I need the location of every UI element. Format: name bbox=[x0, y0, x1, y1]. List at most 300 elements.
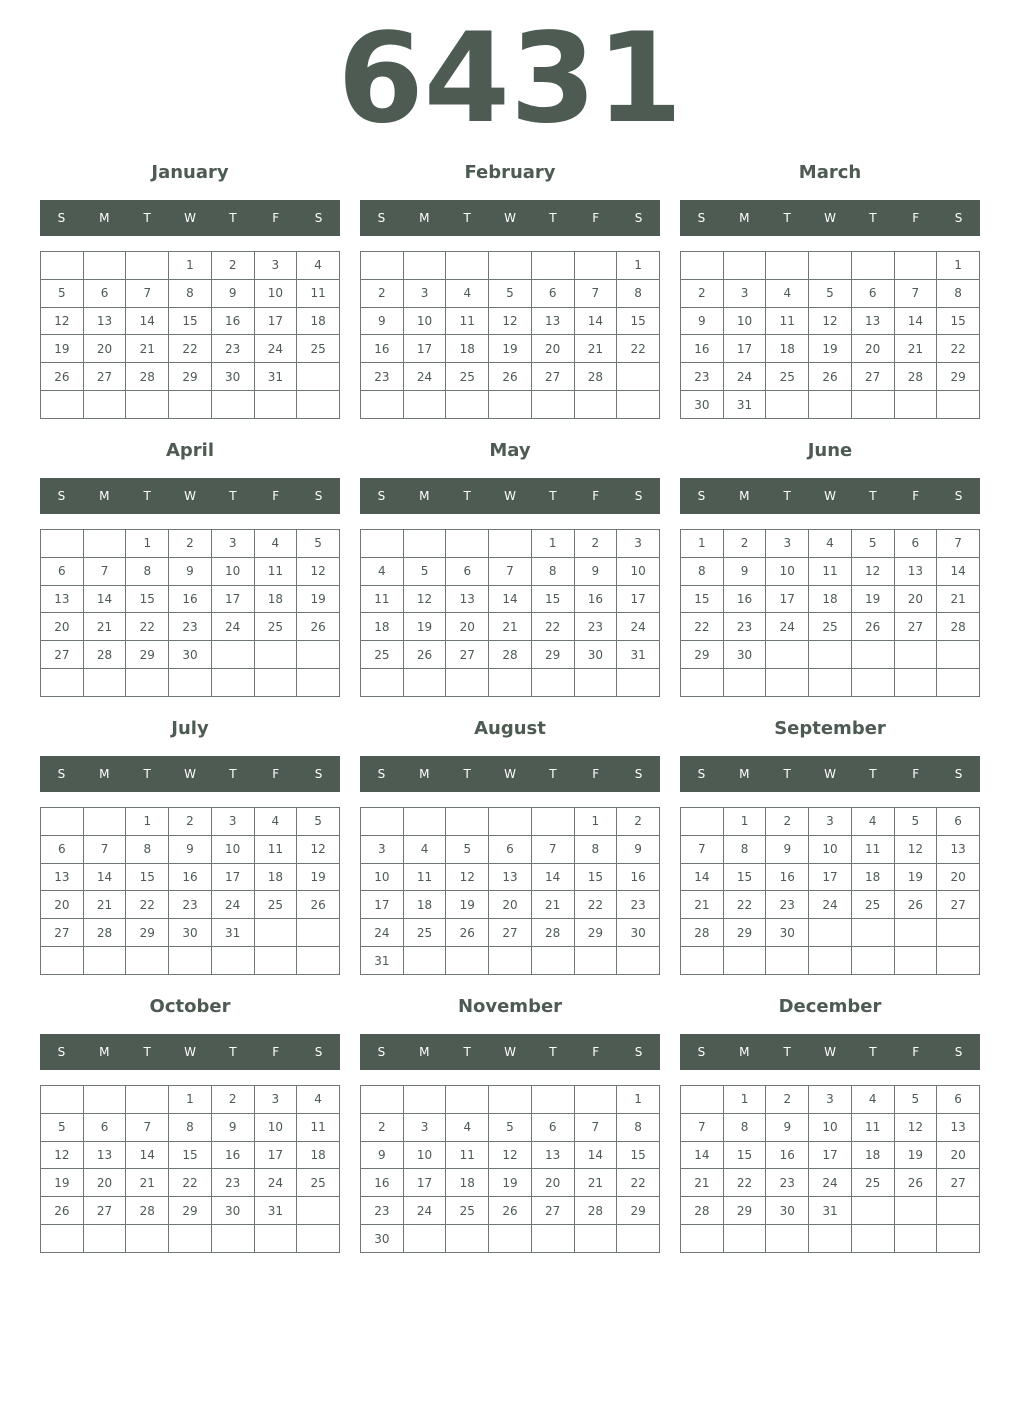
day-cell bbox=[574, 1086, 617, 1114]
day-cell bbox=[403, 1086, 446, 1114]
weekday-label: S bbox=[314, 1045, 323, 1059]
day-cell: 20 bbox=[446, 613, 489, 641]
day-cell: 14 bbox=[574, 1141, 617, 1169]
week-row bbox=[681, 1113, 980, 1141]
day-cell: 12 bbox=[809, 307, 852, 335]
week-row bbox=[41, 613, 340, 641]
day-cell: 26 bbox=[297, 613, 340, 641]
day-cell: 28 bbox=[126, 363, 169, 391]
day-cell: 12 bbox=[446, 863, 489, 891]
day-cell: 25 bbox=[446, 1197, 489, 1225]
day-grid bbox=[680, 1085, 980, 1253]
weekday-label: T bbox=[549, 1045, 557, 1059]
weekday-label: F bbox=[592, 767, 600, 781]
weekday-label: T bbox=[229, 767, 237, 781]
day-cell: 25 bbox=[446, 363, 489, 391]
day-cell: 30 bbox=[211, 363, 254, 391]
day-cell bbox=[489, 808, 532, 836]
day-cell: 20 bbox=[83, 1169, 126, 1197]
day-cell: 19 bbox=[894, 1141, 937, 1169]
day-cell: 22 bbox=[617, 335, 660, 363]
weekday-label: W bbox=[504, 211, 516, 225]
day-cell: 2 bbox=[681, 279, 724, 307]
week-row bbox=[41, 1086, 340, 1114]
day-cell bbox=[574, 1225, 617, 1253]
day-cell: 29 bbox=[723, 919, 766, 947]
day-cell: 6 bbox=[83, 1113, 126, 1141]
day-cell: 13 bbox=[41, 863, 84, 891]
day-cell bbox=[446, 530, 489, 558]
day-cell: 9 bbox=[723, 557, 766, 585]
day-cell: 21 bbox=[574, 1169, 617, 1197]
day-cell: 18 bbox=[254, 585, 297, 613]
weekday-label: T bbox=[463, 211, 471, 225]
day-cell: 25 bbox=[851, 891, 894, 919]
weekday-label: W bbox=[824, 489, 836, 503]
day-cell: 11 bbox=[851, 1113, 894, 1141]
week-row bbox=[361, 1086, 660, 1114]
weekday-label: S bbox=[377, 767, 386, 781]
day-cell: 11 bbox=[361, 585, 404, 613]
weekday-label: T bbox=[463, 489, 471, 503]
day-cell: 8 bbox=[937, 279, 980, 307]
weekday-label: S bbox=[634, 211, 643, 225]
day-cell: 9 bbox=[211, 279, 254, 307]
day-cell bbox=[41, 1225, 84, 1253]
day-cell: 12 bbox=[297, 557, 340, 585]
day-cell: 13 bbox=[937, 1113, 980, 1141]
day-cell: 30 bbox=[169, 919, 212, 947]
day-cell bbox=[83, 1086, 126, 1114]
day-cell: 19 bbox=[809, 335, 852, 363]
day-cell bbox=[254, 947, 297, 975]
weekday-header bbox=[40, 1034, 340, 1070]
day-cell: 26 bbox=[446, 919, 489, 947]
day-cell: 18 bbox=[361, 613, 404, 641]
month-name: February bbox=[464, 162, 556, 183]
day-cell: 2 bbox=[723, 530, 766, 558]
day-cell bbox=[851, 919, 894, 947]
day-cell: 4 bbox=[297, 252, 340, 280]
day-cell: 19 bbox=[489, 1169, 532, 1197]
weekday-label: T bbox=[463, 1045, 471, 1059]
weekday-label: W bbox=[184, 767, 196, 781]
day-cell bbox=[446, 1225, 489, 1253]
day-cell: 10 bbox=[617, 557, 660, 585]
weekday-header bbox=[360, 756, 660, 792]
weekday-label: S bbox=[377, 1045, 386, 1059]
day-cell: 22 bbox=[617, 1169, 660, 1197]
day-cell bbox=[489, 530, 532, 558]
week-row bbox=[41, 1169, 340, 1197]
day-cell: 28 bbox=[126, 1197, 169, 1225]
day-cell: 30 bbox=[169, 641, 212, 669]
day-cell bbox=[937, 1197, 980, 1225]
weekday-header bbox=[360, 478, 660, 514]
week-row bbox=[361, 279, 660, 307]
day-cell: 19 bbox=[297, 585, 340, 613]
day-cell: 29 bbox=[126, 641, 169, 669]
day-cell bbox=[617, 947, 660, 975]
day-cell: 9 bbox=[766, 1113, 809, 1141]
weekday-label: S bbox=[954, 489, 963, 503]
weekday-label: M bbox=[419, 211, 430, 225]
day-cell bbox=[403, 252, 446, 280]
day-cell: 23 bbox=[766, 1169, 809, 1197]
day-cell: 4 bbox=[361, 557, 404, 585]
day-cell bbox=[211, 669, 254, 697]
day-cell: 29 bbox=[574, 919, 617, 947]
day-cell: 24 bbox=[809, 1169, 852, 1197]
weekday-label: M bbox=[419, 767, 430, 781]
weekday-label: W bbox=[824, 767, 836, 781]
month-name: July bbox=[171, 718, 209, 739]
weekday-label: T bbox=[783, 211, 791, 225]
week-row bbox=[361, 863, 660, 891]
weekday-label: F bbox=[592, 1045, 600, 1059]
day-cell: 3 bbox=[809, 808, 852, 836]
day-cell: 4 bbox=[446, 279, 489, 307]
day-cell: 7 bbox=[83, 835, 126, 863]
week-row bbox=[361, 363, 660, 391]
day-cell: 2 bbox=[169, 530, 212, 558]
day-cell bbox=[617, 363, 660, 391]
day-cell: 5 bbox=[489, 1113, 532, 1141]
month-september bbox=[680, 712, 980, 982]
week-row bbox=[681, 335, 980, 363]
day-cell: 17 bbox=[809, 1141, 852, 1169]
month-name: June bbox=[807, 440, 853, 461]
day-cell: 5 bbox=[809, 279, 852, 307]
week-row bbox=[41, 530, 340, 558]
week-row bbox=[681, 585, 980, 613]
day-cell bbox=[169, 669, 212, 697]
day-cell: 15 bbox=[937, 307, 980, 335]
day-cell: 6 bbox=[531, 279, 574, 307]
day-cell: 31 bbox=[361, 947, 404, 975]
month-august bbox=[360, 712, 660, 982]
month-name: April bbox=[165, 440, 215, 461]
day-cell: 27 bbox=[446, 641, 489, 669]
day-cell: 7 bbox=[126, 279, 169, 307]
day-cell: 24 bbox=[254, 335, 297, 363]
day-cell: 14 bbox=[83, 863, 126, 891]
day-cell: 8 bbox=[617, 1113, 660, 1141]
day-cell bbox=[851, 1225, 894, 1253]
weekday-label: T bbox=[229, 489, 237, 503]
day-cell bbox=[126, 391, 169, 419]
day-cell: 30 bbox=[211, 1197, 254, 1225]
day-cell bbox=[254, 919, 297, 947]
day-cell bbox=[894, 919, 937, 947]
year-title: 6431 bbox=[337, 7, 683, 151]
day-cell: 17 bbox=[254, 1141, 297, 1169]
day-cell: 23 bbox=[169, 613, 212, 641]
weekday-label: T bbox=[869, 767, 877, 781]
day-cell: 20 bbox=[531, 335, 574, 363]
day-cell: 10 bbox=[254, 279, 297, 307]
day-cell: 21 bbox=[531, 891, 574, 919]
weekday-label: W bbox=[504, 1045, 516, 1059]
day-cell: 17 bbox=[211, 863, 254, 891]
week-row bbox=[41, 557, 340, 585]
day-cell bbox=[766, 641, 809, 669]
day-cell: 17 bbox=[723, 335, 766, 363]
weekday-label: S bbox=[634, 1045, 643, 1059]
weekday-label: T bbox=[549, 767, 557, 781]
day-cell: 4 bbox=[297, 1086, 340, 1114]
weekday-label: S bbox=[377, 489, 386, 503]
day-cell bbox=[297, 641, 340, 669]
day-cell: 19 bbox=[446, 891, 489, 919]
day-cell: 9 bbox=[681, 307, 724, 335]
day-cell: 13 bbox=[83, 1141, 126, 1169]
day-cell: 31 bbox=[617, 641, 660, 669]
day-cell: 17 bbox=[403, 1169, 446, 1197]
day-cell bbox=[41, 530, 84, 558]
day-cell: 3 bbox=[617, 530, 660, 558]
weekday-label: W bbox=[504, 489, 516, 503]
day-cell bbox=[894, 1197, 937, 1225]
day-cell: 30 bbox=[361, 1225, 404, 1253]
day-cell: 18 bbox=[297, 307, 340, 335]
weekday-label: M bbox=[99, 767, 110, 781]
day-cell: 18 bbox=[809, 585, 852, 613]
day-cell: 31 bbox=[254, 363, 297, 391]
day-cell: 8 bbox=[723, 835, 766, 863]
day-cell bbox=[617, 391, 660, 419]
day-cell bbox=[937, 641, 980, 669]
week-row bbox=[41, 1113, 340, 1141]
day-cell: 15 bbox=[723, 1141, 766, 1169]
week-row bbox=[361, 613, 660, 641]
day-cell: 9 bbox=[766, 835, 809, 863]
day-cell: 2 bbox=[169, 808, 212, 836]
day-cell: 25 bbox=[297, 335, 340, 363]
month-name: October bbox=[149, 996, 231, 1017]
day-cell bbox=[41, 669, 84, 697]
weekday-label: T bbox=[869, 489, 877, 503]
day-cell: 29 bbox=[169, 1197, 212, 1225]
day-cell bbox=[446, 947, 489, 975]
day-cell: 16 bbox=[681, 335, 724, 363]
weekday-header bbox=[40, 478, 340, 514]
day-cell: 18 bbox=[851, 1141, 894, 1169]
day-cell: 30 bbox=[766, 1197, 809, 1225]
day-cell bbox=[617, 1225, 660, 1253]
day-cell: 8 bbox=[531, 557, 574, 585]
day-cell bbox=[574, 391, 617, 419]
day-cell bbox=[766, 391, 809, 419]
day-cell bbox=[41, 391, 84, 419]
day-cell: 25 bbox=[254, 613, 297, 641]
day-cell bbox=[766, 947, 809, 975]
week-row bbox=[41, 279, 340, 307]
day-cell: 7 bbox=[681, 1113, 724, 1141]
day-cell bbox=[489, 947, 532, 975]
day-cell: 11 bbox=[254, 557, 297, 585]
day-cell: 5 bbox=[894, 1086, 937, 1114]
day-cell: 8 bbox=[169, 1113, 212, 1141]
day-cell bbox=[489, 1225, 532, 1253]
day-cell: 22 bbox=[126, 891, 169, 919]
day-cell: 26 bbox=[894, 891, 937, 919]
day-cell bbox=[809, 391, 852, 419]
weekday-header bbox=[360, 200, 660, 236]
day-cell: 22 bbox=[723, 1169, 766, 1197]
day-cell: 3 bbox=[211, 808, 254, 836]
day-cell bbox=[211, 947, 254, 975]
day-cell: 9 bbox=[574, 557, 617, 585]
day-cell: 14 bbox=[681, 863, 724, 891]
day-cell: 31 bbox=[809, 1197, 852, 1225]
day-cell: 20 bbox=[41, 891, 84, 919]
day-grid bbox=[40, 529, 340, 697]
day-cell: 8 bbox=[681, 557, 724, 585]
week-row bbox=[361, 1113, 660, 1141]
weekday-label: T bbox=[143, 211, 151, 225]
weekday-label: T bbox=[783, 1045, 791, 1059]
day-cell: 7 bbox=[681, 835, 724, 863]
day-cell: 7 bbox=[937, 530, 980, 558]
day-cell bbox=[169, 947, 212, 975]
weekday-label: S bbox=[697, 767, 706, 781]
day-cell: 25 bbox=[809, 613, 852, 641]
day-cell: 4 bbox=[851, 808, 894, 836]
day-cell: 18 bbox=[446, 1169, 489, 1197]
day-cell: 3 bbox=[809, 1086, 852, 1114]
month-name: September bbox=[774, 718, 886, 739]
week-row bbox=[681, 863, 980, 891]
day-cell bbox=[531, 669, 574, 697]
day-cell: 30 bbox=[723, 641, 766, 669]
day-cell: 31 bbox=[254, 1197, 297, 1225]
week-row bbox=[681, 391, 980, 419]
day-cell: 10 bbox=[211, 557, 254, 585]
day-cell: 26 bbox=[297, 891, 340, 919]
month-february bbox=[360, 156, 660, 426]
day-cell: 6 bbox=[83, 279, 126, 307]
day-cell: 27 bbox=[937, 891, 980, 919]
day-cell: 14 bbox=[83, 585, 126, 613]
day-cell bbox=[681, 947, 724, 975]
month-name: November bbox=[457, 996, 563, 1017]
day-cell: 7 bbox=[489, 557, 532, 585]
day-cell: 12 bbox=[894, 835, 937, 863]
day-cell: 8 bbox=[126, 557, 169, 585]
day-cell: 23 bbox=[211, 1169, 254, 1197]
month-december bbox=[680, 990, 980, 1260]
day-cell: 29 bbox=[681, 641, 724, 669]
day-cell: 15 bbox=[169, 307, 212, 335]
day-cell bbox=[723, 1225, 766, 1253]
day-cell: 17 bbox=[211, 585, 254, 613]
day-cell: 28 bbox=[681, 919, 724, 947]
day-cell bbox=[403, 1225, 446, 1253]
day-cell bbox=[41, 947, 84, 975]
day-cell: 4 bbox=[766, 279, 809, 307]
day-cell: 7 bbox=[574, 1113, 617, 1141]
day-cell: 17 bbox=[361, 891, 404, 919]
day-cell: 28 bbox=[937, 613, 980, 641]
day-cell bbox=[574, 947, 617, 975]
day-cell bbox=[894, 669, 937, 697]
day-grid bbox=[680, 529, 980, 697]
week-row bbox=[681, 1086, 980, 1114]
weekday-label: F bbox=[272, 489, 280, 503]
weekday-label: M bbox=[99, 489, 110, 503]
day-cell bbox=[403, 391, 446, 419]
day-cell bbox=[489, 1086, 532, 1114]
day-grid bbox=[40, 807, 340, 975]
day-cell: 9 bbox=[361, 1141, 404, 1169]
day-cell bbox=[41, 252, 84, 280]
weekday-label: M bbox=[99, 211, 110, 225]
month-may bbox=[360, 434, 660, 704]
day-cell: 4 bbox=[851, 1086, 894, 1114]
weekday-label: S bbox=[57, 767, 66, 781]
week-row bbox=[681, 307, 980, 335]
day-cell: 2 bbox=[361, 1113, 404, 1141]
week-row bbox=[681, 1141, 980, 1169]
day-cell bbox=[297, 1197, 340, 1225]
day-grid bbox=[360, 807, 660, 975]
day-cell: 26 bbox=[41, 1197, 84, 1225]
day-cell: 3 bbox=[403, 1113, 446, 1141]
day-cell: 1 bbox=[723, 1086, 766, 1114]
day-cell: 21 bbox=[126, 335, 169, 363]
day-cell: 4 bbox=[254, 808, 297, 836]
day-cell: 9 bbox=[617, 835, 660, 863]
week-row bbox=[41, 1225, 340, 1253]
day-cell: 12 bbox=[489, 1141, 532, 1169]
day-cell bbox=[937, 391, 980, 419]
week-row bbox=[361, 307, 660, 335]
day-cell: 5 bbox=[403, 557, 446, 585]
day-cell: 29 bbox=[169, 363, 212, 391]
month-name: August bbox=[474, 718, 546, 739]
day-cell: 2 bbox=[361, 279, 404, 307]
weekday-header bbox=[680, 1034, 980, 1070]
day-cell bbox=[361, 808, 404, 836]
day-cell bbox=[297, 947, 340, 975]
day-cell: 13 bbox=[851, 307, 894, 335]
day-cell: 16 bbox=[766, 863, 809, 891]
day-cell bbox=[851, 947, 894, 975]
day-cell: 4 bbox=[446, 1113, 489, 1141]
weekday-label: S bbox=[634, 489, 643, 503]
day-cell: 5 bbox=[851, 530, 894, 558]
day-cell bbox=[446, 669, 489, 697]
day-cell: 12 bbox=[41, 1141, 84, 1169]
day-cell bbox=[83, 391, 126, 419]
weekday-label: F bbox=[592, 489, 600, 503]
day-cell: 22 bbox=[169, 1169, 212, 1197]
weekday-label: S bbox=[954, 211, 963, 225]
month-july bbox=[40, 712, 340, 982]
day-cell: 20 bbox=[894, 585, 937, 613]
week-row bbox=[41, 919, 340, 947]
day-cell bbox=[766, 669, 809, 697]
day-cell: 27 bbox=[531, 1197, 574, 1225]
day-cell bbox=[211, 391, 254, 419]
day-cell: 13 bbox=[531, 1141, 574, 1169]
weekday-label: F bbox=[912, 489, 920, 503]
day-cell bbox=[894, 391, 937, 419]
day-cell: 26 bbox=[41, 363, 84, 391]
day-cell: 19 bbox=[489, 335, 532, 363]
weekday-label: S bbox=[377, 211, 386, 225]
